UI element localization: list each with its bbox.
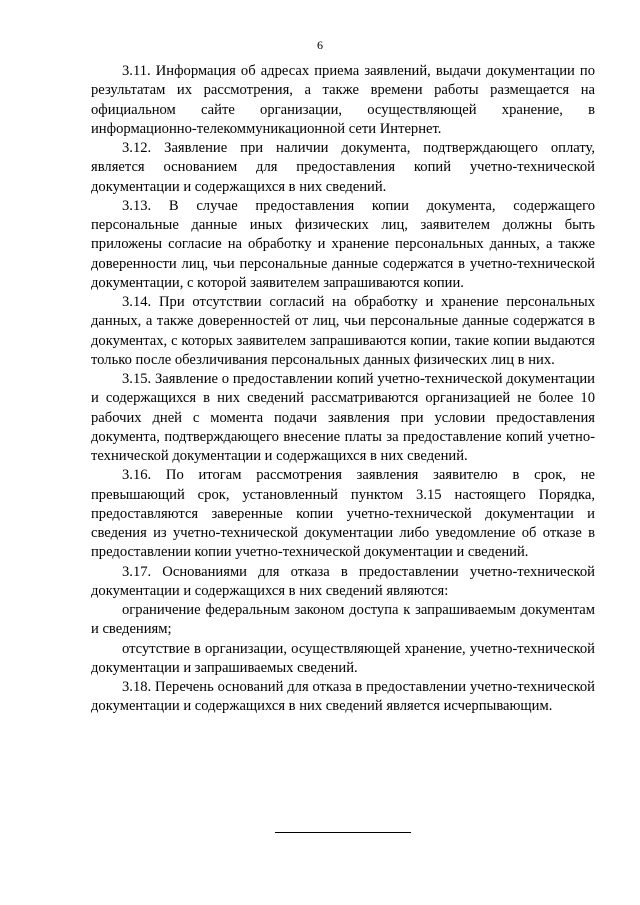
paragraph-3-17-item-2: отсутствие в организации, осуществляющей хранение, учетно-технической документации и запрашиваемых сведений. [91,640,595,676]
paragraph-3-11: 3.11. Информация об адресах приема заявлений, выдачи документации по результатам их рассмотрения, а также времени работы размещается на официальном сайте организации, осуществляющей хранение, в информационно-телекоммуникационной сети Интернет. [91,63,595,137]
page-number: 6 [317,38,323,52]
paragraph-3-14: 3.14. При отсутствии согласий на обработку и хранение персональных данных, а также доверенностей от лиц, чьи персональные данные содержатся в документах, с которых заявителем запрашиваются копии, такие копии выдаются только после обезличивания персональных данных физических лиц в них. [91,294,595,368]
paragraph-3-17: 3.17. Основаниями для отказа в предоставлении учетно-технической документации и содержащихся в них сведений являются: [91,563,595,599]
document-body [91,62,595,717]
paragraph-3-17-item-1: ограничение федеральным законом доступа к запрашиваемым документам и сведениям; [91,602,595,638]
paragraph-3-13: 3.13. В случае предоставления копии документа, содержащего персональные данные иных физических лиц, заявителем должны быть приложены согласие на обработку и хранение персональных данных, а также доверенности лиц, чьи персональные данные содержатся в учетно-технической документации, с которой заявителем запрашиваются копии. [91,197,595,291]
paragraph-3-15: 3.15. Заявление о предоставлении копий учетно-технической документации и содержащихся в них сведений рассматриваются организацией не более 10 рабочих дней с момента подачи заявления при условии предоставления документа, подтверждающего внесение платы за предоставление копий учетно-технической документации и содержащихся в них сведений. [91,371,595,464]
end-divider-line [275,832,411,833]
paragraph-3-18: 3.18. Перечень оснований для отказа в предоставлении учетно-технической документации и содержащихся в них сведений является исчерпывающим. [91,679,595,715]
paragraph-3-12: 3.12. Заявление при наличии документа, подтверждающего оплату, является основанием для предоставления копий учетно-технической документации и содержащихся в них сведений. [91,140,595,195]
paragraph-3-16: 3.16. По итогам рассмотрения заявления заявителю в срок, не превышающий срок, установленный пунктом 3.15 настоящего Порядка, предоставляются заверенные копии учетно-технической документации и сведения из учетно-технической документации либо уведомление об отказе в предоставлении копии учетно-технической документации и сведений. [91,467,595,561]
